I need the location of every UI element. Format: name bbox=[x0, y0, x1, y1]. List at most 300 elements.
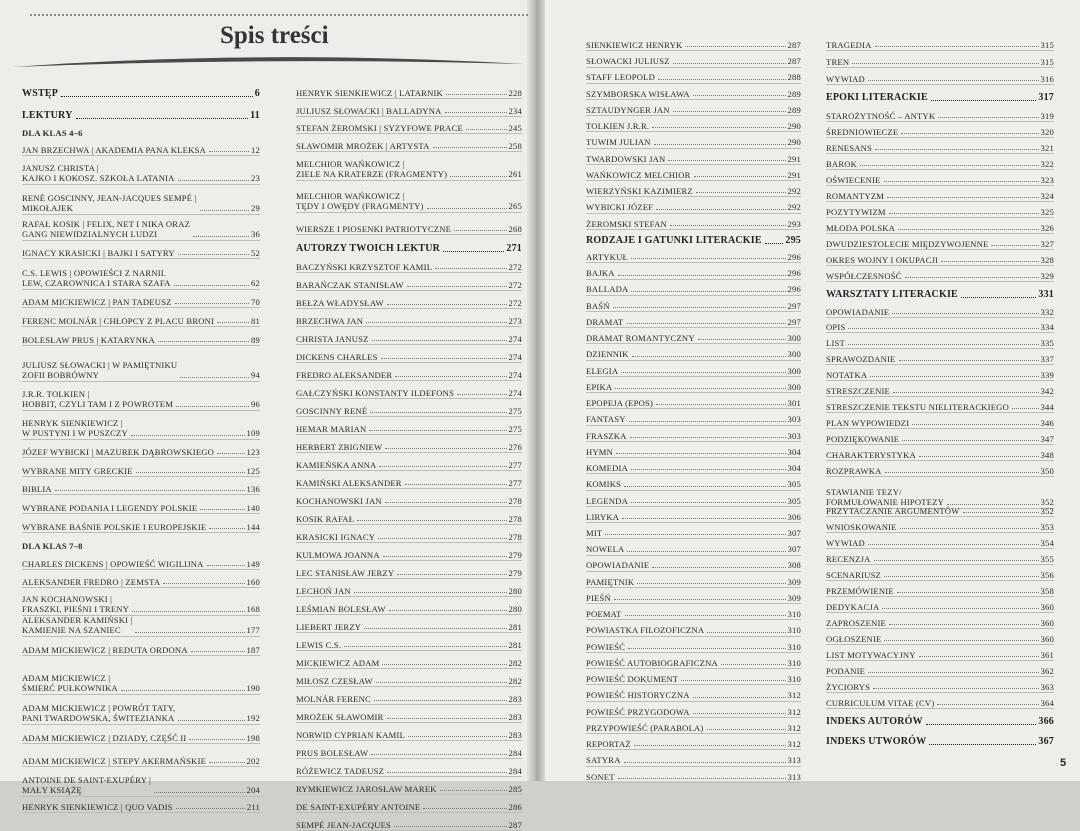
toc-entry[interactable] bbox=[586, 89, 801, 100]
toc-entry[interactable] bbox=[586, 544, 801, 555]
toc-entry-page: 274 bbox=[508, 334, 522, 344]
toc-entry[interactable] bbox=[296, 352, 522, 363]
toc-entry[interactable] bbox=[826, 255, 1054, 266]
toc-entry-title: INDEKS AUTORÓW bbox=[826, 716, 923, 727]
toc-leader-dots bbox=[899, 360, 1039, 361]
toc-entry[interactable] bbox=[586, 252, 801, 263]
toc-leader-dots bbox=[446, 94, 507, 95]
toc-entry-page: 275 bbox=[508, 424, 522, 434]
toc-entry-title: STRESZCZENIE bbox=[826, 386, 890, 396]
toc-leader-dots bbox=[457, 394, 506, 395]
toc-entry[interactable] bbox=[296, 550, 522, 561]
toc-entry[interactable] bbox=[826, 143, 1054, 154]
toc-entry[interactable] bbox=[586, 382, 801, 393]
toc-entry-title: JAN KOCHANOWSKI | FRASZKI, PIEŚNI I TRENY bbox=[22, 594, 130, 615]
toc-entry-title: OKRES WOJNY I OKUPACJI bbox=[826, 255, 939, 265]
toc-entry-title: SONET bbox=[586, 771, 615, 782]
toc-entry[interactable] bbox=[826, 239, 1054, 250]
toc-leader-dots bbox=[376, 682, 507, 683]
toc-entry-title: WIERSZE I PIOSENKI PATRIOTYCZNE bbox=[296, 224, 452, 234]
toc-leader-dots bbox=[656, 404, 785, 405]
toc-entry[interactable] bbox=[296, 766, 522, 777]
toc-entry-title: SCENARIUSZ bbox=[826, 570, 882, 580]
toc-entry[interactable] bbox=[826, 322, 1054, 333]
toc-entry[interactable] bbox=[586, 349, 801, 360]
toc-leader-dots bbox=[941, 261, 1038, 262]
toc-entry-page: 350 bbox=[1040, 466, 1054, 476]
toc-entry[interactable] bbox=[826, 434, 1054, 445]
toc-entry[interactable] bbox=[826, 40, 1054, 51]
toc-entry[interactable] bbox=[826, 522, 1054, 533]
toc-entry[interactable] bbox=[296, 123, 522, 134]
toc-entry-title: POEMAT bbox=[586, 609, 622, 620]
toc-entry[interactable] bbox=[826, 57, 1054, 68]
toc-entry[interactable] bbox=[296, 622, 522, 633]
toc-leader-dots bbox=[121, 690, 245, 691]
toc-entry[interactable] bbox=[22, 163, 260, 185]
toc-entry[interactable] bbox=[586, 268, 801, 279]
toc-entry-title: NOWELA bbox=[586, 544, 625, 555]
toc-leader-dots bbox=[385, 502, 507, 503]
toc-entry-title: MROŻEK SŁAWOMIR bbox=[296, 712, 384, 722]
toc-leader-dots bbox=[382, 664, 506, 665]
toc-entry[interactable] bbox=[22, 418, 260, 440]
toc-entry-page: 280 bbox=[508, 586, 522, 596]
toc-leader-dots bbox=[652, 567, 785, 568]
toc-entry[interactable] bbox=[586, 723, 801, 734]
toc-entry[interactable] bbox=[22, 268, 260, 290]
toc-entry[interactable] bbox=[586, 447, 801, 458]
toc-entry[interactable] bbox=[586, 690, 801, 701]
toc-entry-page: 300 bbox=[787, 349, 801, 360]
toc-leader-dots bbox=[344, 646, 506, 647]
toc-entry[interactable] bbox=[22, 88, 260, 100]
toc-entry-title: EPOKI LITERACKIE bbox=[826, 92, 928, 103]
toc-entry[interactable] bbox=[826, 450, 1054, 461]
toc-entry[interactable] bbox=[826, 554, 1054, 565]
toc-entry[interactable] bbox=[826, 338, 1054, 349]
toc-entry[interactable] bbox=[296, 604, 522, 615]
toc-entry-title: STAWIANIE TEZY/ FORMUŁOWANIE HIPOTEZY bbox=[826, 487, 945, 508]
toc-entry[interactable] bbox=[22, 145, 260, 156]
toc-entry[interactable] bbox=[826, 682, 1054, 693]
toc-entry[interactable] bbox=[826, 698, 1054, 709]
toc-leader-dots bbox=[868, 544, 1039, 545]
toc-entry-page: 364 bbox=[1040, 698, 1054, 708]
toc-entry-title: KOMEDIA bbox=[586, 463, 628, 474]
toc-entry-title: SŁOWACKI JULIUSZ bbox=[586, 56, 670, 67]
toc-entry-page: 296 bbox=[787, 268, 801, 279]
toc-entry-page: 281 bbox=[508, 622, 522, 632]
toc-leader-dots bbox=[622, 518, 785, 519]
toc-entry[interactable] bbox=[22, 466, 260, 477]
toc-entry[interactable] bbox=[296, 243, 522, 255]
toc-entry-page: 279 bbox=[508, 568, 522, 578]
toc-entry-page: 315 bbox=[1040, 57, 1054, 67]
toc-entry[interactable] bbox=[296, 224, 522, 235]
toc-entry-page: 23 bbox=[251, 173, 260, 184]
toc-leader-dots bbox=[379, 466, 506, 467]
toc-entry-page: 356 bbox=[1040, 570, 1054, 580]
toc-entry[interactable] bbox=[826, 92, 1054, 104]
toc-entry-title: POWIASTKA FILOZOFICZNA bbox=[586, 625, 705, 636]
toc-entry[interactable] bbox=[826, 418, 1054, 429]
toc-entry[interactable] bbox=[586, 593, 801, 604]
toc-leader-dots bbox=[445, 112, 507, 113]
toc-entry[interactable] bbox=[586, 577, 801, 588]
toc-entry-page: 331 bbox=[1038, 289, 1054, 300]
toc-entry[interactable] bbox=[586, 772, 801, 783]
toc-entry[interactable] bbox=[296, 802, 522, 813]
toc-entry[interactable] bbox=[296, 388, 522, 399]
toc-entry[interactable] bbox=[296, 442, 522, 453]
toc-leader-dots bbox=[947, 504, 1038, 505]
toc-entry[interactable] bbox=[22, 756, 260, 767]
toc-entry[interactable] bbox=[22, 733, 260, 744]
toc-entry-page: 315 bbox=[1040, 40, 1054, 50]
toc-leader-dots bbox=[875, 46, 1039, 47]
toc-entry[interactable] bbox=[296, 478, 522, 489]
toc-entry[interactable] bbox=[826, 716, 1054, 728]
toc-entry[interactable] bbox=[586, 398, 801, 409]
toc-entry[interactable] bbox=[586, 366, 801, 377]
toc-entry-page: 268 bbox=[508, 224, 522, 234]
toc-entry-page: 283 bbox=[508, 730, 522, 740]
toc-entry-title: FREDRO ALEKSANDER bbox=[296, 370, 393, 380]
toc-entry-title: BAŚŃ bbox=[586, 300, 610, 311]
toc-entry-page: 339 bbox=[1040, 370, 1054, 380]
toc-entry[interactable] bbox=[586, 707, 801, 718]
toc-leader-dots bbox=[364, 628, 506, 629]
toc-entry[interactable] bbox=[826, 602, 1054, 613]
toc-leader-dots bbox=[929, 744, 1036, 745]
toc-leader-dots bbox=[394, 826, 506, 827]
toc-entry-page: 12 bbox=[251, 145, 260, 155]
toc-entry-title: OŚWIECENIE bbox=[826, 175, 881, 185]
toc-entry[interactable] bbox=[22, 389, 260, 411]
toc-entry[interactable] bbox=[826, 159, 1054, 170]
toc-entry[interactable] bbox=[22, 673, 260, 695]
toc-entry-page: 177 bbox=[246, 625, 260, 636]
toc-entry-page: 337 bbox=[1040, 354, 1054, 364]
toc-leader-dots bbox=[385, 448, 506, 449]
toc-entry-page: 363 bbox=[1040, 682, 1054, 692]
toc-entry[interactable] bbox=[586, 609, 801, 620]
toc-entry[interactable] bbox=[826, 736, 1054, 748]
toc-entry-title: MIŁOSZ CZESŁAW bbox=[296, 676, 373, 686]
toc-entry[interactable] bbox=[826, 175, 1054, 186]
toc-entry-title: MŁODA POLSKA bbox=[826, 223, 896, 233]
toc-entry[interactable] bbox=[296, 298, 522, 309]
toc-entry-title: BRZECHWA JAN bbox=[296, 316, 364, 326]
toc-leader-dots bbox=[423, 808, 506, 809]
toc-entry-title: LEC STANISŁAW JERZY bbox=[296, 568, 395, 578]
toc-entry[interactable] bbox=[586, 739, 801, 750]
toc-entry[interactable] bbox=[296, 694, 522, 705]
toc-leader-dots bbox=[637, 583, 785, 584]
toc-leader-dots bbox=[902, 440, 1038, 441]
toc-entry[interactable] bbox=[22, 615, 260, 637]
toc-entry[interactable] bbox=[22, 802, 260, 813]
toc-entry-title: INDEKS UTWORÓW bbox=[826, 736, 927, 747]
toc-entry[interactable] bbox=[586, 658, 801, 669]
toc-entry[interactable] bbox=[586, 154, 801, 165]
toc-entry[interactable] bbox=[22, 503, 260, 514]
toc-entry[interactable] bbox=[586, 496, 801, 507]
toc-entry-title: KOSIK RAFAŁ bbox=[296, 514, 355, 524]
toc-entry[interactable] bbox=[296, 159, 522, 181]
toc-entry-page: 11 bbox=[250, 110, 260, 121]
toc-entry-title: STAROŻYTNOŚĆ – ANTYK bbox=[826, 111, 936, 121]
toc-entry[interactable] bbox=[296, 514, 522, 525]
toc-entry[interactable] bbox=[586, 674, 801, 685]
toc-entry[interactable] bbox=[296, 730, 522, 741]
toc-entry-page: 89 bbox=[251, 335, 260, 345]
toc-entry[interactable] bbox=[586, 463, 801, 474]
toc-entry-title: STAFF LEOPOLD bbox=[586, 72, 655, 83]
toc-entry[interactable] bbox=[22, 522, 260, 533]
toc-leader-dots bbox=[693, 697, 786, 698]
toc-entry-title: LEKTURY bbox=[22, 110, 73, 121]
toc-entry-page: 347 bbox=[1040, 434, 1054, 444]
toc-entry[interactable] bbox=[586, 170, 801, 181]
toc-entry-title: C.S. LEWIS | OPOWIEŚCI Z NARNII. LEW, CZAROWNICA I STARA SZAFA bbox=[22, 268, 171, 289]
toc-entry[interactable] bbox=[22, 297, 260, 308]
toc-leader-dots bbox=[178, 720, 244, 721]
toc-entry-page: 292 bbox=[787, 202, 801, 213]
toc-entry-title: ŻEROMSKI STEFAN bbox=[586, 218, 667, 229]
toc-entry[interactable] bbox=[22, 219, 260, 241]
toc-entry[interactable] bbox=[826, 650, 1054, 661]
toc-entry[interactable] bbox=[296, 748, 522, 759]
toc-entry[interactable] bbox=[826, 402, 1054, 413]
toc-leader-dots bbox=[919, 456, 1039, 457]
toc-leader-dots bbox=[175, 303, 249, 304]
toc-entry[interactable] bbox=[22, 775, 260, 797]
toc-entry[interactable] bbox=[586, 560, 801, 571]
toc-leader-dots bbox=[397, 574, 506, 575]
toc-entry[interactable] bbox=[22, 447, 260, 458]
toc-entry[interactable] bbox=[586, 137, 801, 148]
toc-leader-dots bbox=[884, 181, 1039, 182]
toc-entry-title: LECHOŃ JAN bbox=[296, 586, 351, 596]
toc-entry-page: 277 bbox=[508, 478, 522, 488]
toc-leader-dots bbox=[209, 762, 244, 763]
toc-entry[interactable] bbox=[296, 532, 522, 543]
toc-entry[interactable] bbox=[22, 484, 260, 495]
toc-entry[interactable] bbox=[296, 262, 522, 273]
toc-entry[interactable] bbox=[586, 414, 801, 425]
toc-leader-dots bbox=[61, 96, 253, 97]
toc-entry[interactable] bbox=[296, 370, 522, 381]
toc-entry[interactable] bbox=[826, 370, 1054, 381]
toc-entry-page: 296 bbox=[787, 284, 801, 295]
toc-entry[interactable] bbox=[296, 586, 522, 597]
toc-leader-dots bbox=[673, 111, 786, 112]
toc-leader-dots bbox=[926, 724, 1037, 725]
toc-entry[interactable] bbox=[586, 56, 801, 67]
toc-entry[interactable] bbox=[296, 496, 522, 507]
toc-entry-title: POZYTYWIZM bbox=[826, 207, 886, 217]
toc-entry[interactable] bbox=[826, 289, 1054, 301]
toc-leader-dots bbox=[627, 551, 785, 552]
toc-entry[interactable] bbox=[586, 431, 801, 442]
toc-entry-title: CHARLES DICKENS | OPOWIEŚĆ WIGILIJNA bbox=[22, 559, 204, 569]
toc-entry[interactable] bbox=[586, 219, 801, 230]
toc-entry[interactable] bbox=[826, 538, 1054, 549]
toc-leader-dots bbox=[178, 254, 249, 255]
toc-entry-title: KOMIKS bbox=[586, 479, 622, 490]
toc-entry[interactable] bbox=[22, 541, 260, 551]
toc-entry-page: 305 bbox=[787, 479, 801, 490]
toc-entry-page: 328 bbox=[1040, 255, 1054, 265]
toc-entry[interactable] bbox=[826, 127, 1054, 138]
toc-entry[interactable] bbox=[826, 586, 1054, 597]
toc-entry[interactable] bbox=[296, 460, 522, 471]
toc-entry[interactable] bbox=[296, 658, 522, 669]
toc-entry[interactable] bbox=[22, 645, 260, 656]
toc-entry[interactable] bbox=[586, 625, 801, 636]
toc-entry[interactable] bbox=[586, 40, 801, 51]
toc-entry[interactable] bbox=[826, 111, 1054, 122]
toc-entry-title: TOLKIEN J.R.R. bbox=[586, 121, 650, 132]
toc-entry[interactable] bbox=[826, 354, 1054, 365]
toc-entry[interactable] bbox=[22, 110, 260, 122]
toc-entry[interactable] bbox=[826, 223, 1054, 234]
toc-entry[interactable] bbox=[586, 479, 801, 490]
toc-entry[interactable] bbox=[586, 755, 801, 766]
toc-entry[interactable] bbox=[826, 386, 1054, 397]
toc-leader-dots bbox=[882, 608, 1038, 609]
toc-entry[interactable] bbox=[296, 280, 522, 291]
toc-entry[interactable] bbox=[826, 618, 1054, 629]
toc-entry-title: OGŁOSZENIE bbox=[826, 634, 882, 644]
toc-entry[interactable] bbox=[296, 676, 522, 687]
toc-entry-title: KAMIEŃSKA ANNA bbox=[296, 460, 377, 470]
toc-entry-page: 325 bbox=[1040, 207, 1054, 217]
toc-entry-title: BIBLIA bbox=[22, 484, 52, 494]
toc-entry-title: RYMKIEWICZ JAROSŁAW MAREK bbox=[296, 784, 437, 794]
toc-entry-title: MELCHIOR WAŃKOWICZ | TĘDY I OWĘDY (FRAGMENTY) bbox=[296, 191, 424, 212]
toc-entry-title: RODZAJE I GATUNKI LITERACKIE bbox=[586, 234, 762, 246]
toc-entry[interactable] bbox=[22, 193, 260, 215]
toc-entry[interactable] bbox=[22, 594, 260, 616]
toc-entry[interactable] bbox=[826, 74, 1054, 85]
toc-entry[interactable] bbox=[586, 72, 801, 83]
toc-leader-dots bbox=[372, 340, 507, 341]
toc-entry-title: MELCHIOR WAŃKOWICZ | ZIELE NA KRATERZE (FRAGMENTY) bbox=[296, 159, 448, 180]
toc-entry[interactable] bbox=[586, 642, 801, 653]
toc-leader-dots bbox=[870, 376, 1038, 377]
toc-entry[interactable] bbox=[586, 186, 801, 197]
toc-entry[interactable] bbox=[586, 284, 801, 295]
toc-entry[interactable] bbox=[296, 316, 522, 327]
toc-leader-dots bbox=[625, 615, 786, 616]
toc-entry[interactable] bbox=[296, 191, 522, 213]
toc-entry[interactable] bbox=[296, 784, 522, 795]
toc-entry[interactable] bbox=[296, 334, 522, 345]
toc-entry[interactable] bbox=[586, 512, 801, 523]
toc-entry[interactable] bbox=[296, 820, 522, 831]
toc-leader-dots bbox=[374, 700, 507, 701]
toc-entry[interactable] bbox=[22, 703, 260, 725]
toc-entry[interactable] bbox=[22, 559, 260, 570]
toc-entry[interactable] bbox=[586, 301, 801, 312]
toc-entry[interactable] bbox=[296, 712, 522, 723]
toc-entry-title: WAŃKOWICZ MELCHIOR bbox=[586, 169, 691, 180]
toc-entry[interactable] bbox=[22, 577, 260, 588]
toc-entry[interactable] bbox=[586, 333, 801, 344]
toc-entry[interactable] bbox=[826, 207, 1054, 218]
toc-entry-page: 228 bbox=[508, 88, 522, 98]
toc-entry[interactable] bbox=[826, 271, 1054, 282]
toc-entry[interactable] bbox=[826, 634, 1054, 645]
toc-leader-dots bbox=[912, 424, 1038, 425]
toc-entry[interactable] bbox=[22, 335, 260, 346]
toc-leader-dots bbox=[135, 632, 244, 633]
toc-entry[interactable] bbox=[586, 202, 801, 213]
toc-entry-page: 245 bbox=[508, 123, 522, 133]
toc-entry-page: 274 bbox=[508, 352, 522, 362]
toc-entry[interactable] bbox=[826, 466, 1054, 477]
toc-entry[interactable] bbox=[22, 360, 260, 382]
toc-entry[interactable] bbox=[296, 141, 522, 152]
toc-entry[interactable] bbox=[826, 506, 1054, 517]
toc-entry-title: SEMPÉ JEAN-JACQUES bbox=[296, 820, 392, 830]
toc-leader-dots bbox=[176, 808, 245, 809]
toc-entry[interactable] bbox=[586, 105, 801, 116]
toc-entry[interactable] bbox=[826, 191, 1054, 202]
toc-entry-title: ADAM MICKIEWICZ | STEPY AKERMAŃSKIE bbox=[22, 756, 207, 766]
toc-entry-title: RÓŻEWICZ TADEUSZ bbox=[296, 766, 385, 776]
toc-entry-page: 332 bbox=[1040, 307, 1054, 317]
toc-entry[interactable] bbox=[22, 248, 260, 259]
toc-entry[interactable] bbox=[586, 235, 801, 247]
toc-entry-page: 280 bbox=[508, 604, 522, 614]
toc-entry[interactable] bbox=[586, 317, 801, 328]
toc-leader-dots bbox=[371, 754, 506, 755]
toc-leader-dots bbox=[868, 672, 1038, 673]
toc-entry[interactable] bbox=[296, 88, 522, 99]
toc-entry-page: 358 bbox=[1040, 586, 1054, 596]
toc-entry-page: 123 bbox=[246, 447, 260, 457]
toc-entry[interactable] bbox=[826, 666, 1054, 677]
toc-entry[interactable] bbox=[586, 121, 801, 132]
toc-entry[interactable] bbox=[22, 316, 260, 327]
toc-entry[interactable] bbox=[296, 424, 522, 435]
toc-entry[interactable] bbox=[296, 568, 522, 579]
toc-entry[interactable] bbox=[826, 307, 1054, 318]
toc-entry-title: DE SAINT-EXUPÉRY ANTOINE bbox=[296, 802, 421, 812]
toc-entry[interactable] bbox=[22, 128, 260, 138]
toc-entry-page: 300 bbox=[787, 365, 801, 376]
toc-entry-page: 308 bbox=[787, 560, 801, 571]
toc-entry-page: 96 bbox=[251, 399, 260, 410]
toc-entry-page: 310 bbox=[787, 641, 801, 652]
toc-entry-page: 62 bbox=[251, 278, 260, 289]
toc-entry-title: PAMIĘTNIK bbox=[586, 576, 635, 587]
toc-leader-dots bbox=[454, 230, 506, 231]
toc-entry[interactable] bbox=[296, 406, 522, 417]
toc-entry[interactable] bbox=[296, 640, 522, 651]
toc-leader-dots bbox=[628, 648, 785, 649]
toc-entry-page: 301 bbox=[787, 398, 801, 409]
toc-entry-page: 289 bbox=[787, 104, 801, 115]
toc-entry-title: PRZYTACZANIE ARGUMENTÓW bbox=[826, 506, 960, 516]
toc-entry[interactable] bbox=[296, 106, 522, 117]
toc-entry[interactable] bbox=[826, 570, 1054, 581]
toc-entry[interactable] bbox=[586, 528, 801, 539]
